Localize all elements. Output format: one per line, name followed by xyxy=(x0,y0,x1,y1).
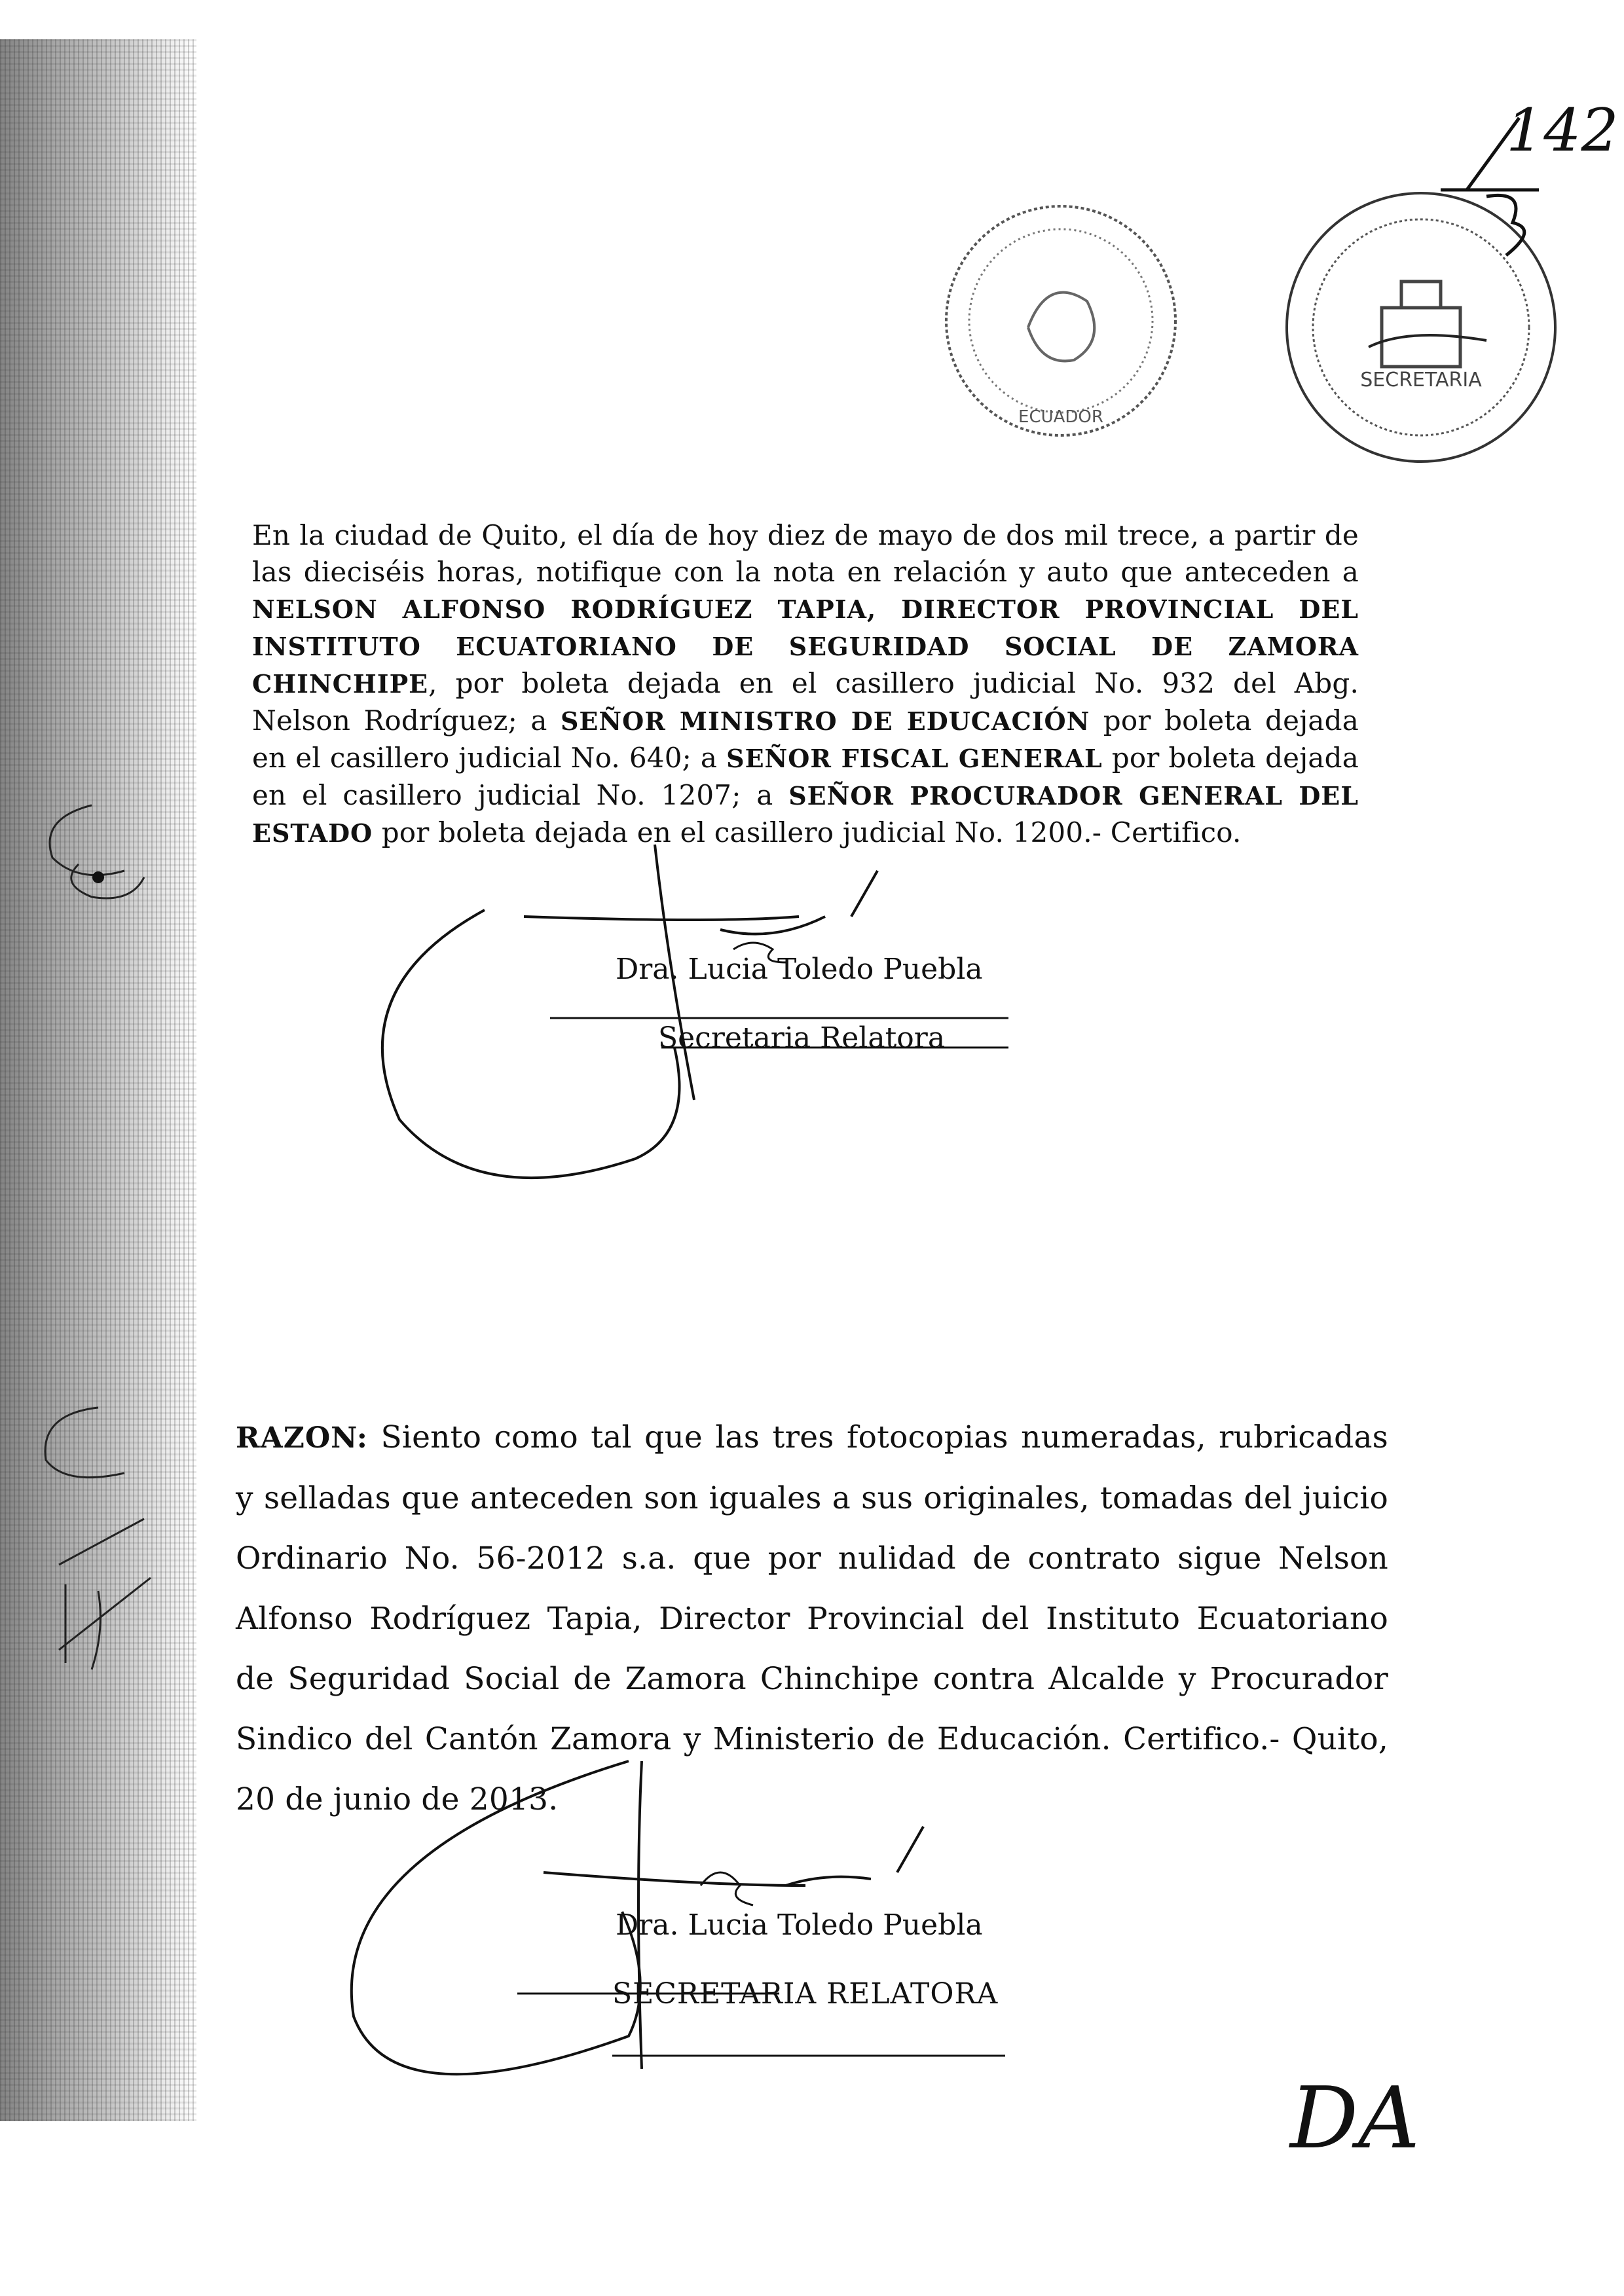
notification-text-3: por boleta dejada en el casillero judicial No. 640; a xyxy=(252,704,1359,774)
razon-label: RAZON: xyxy=(236,1421,369,1455)
notification-text-4: por boleta dejada en el casillero judicial No. 1207; a xyxy=(252,742,1359,811)
notification-recipient-1: NELSON ALFONSO RODRÍGUEZ TAPIA, DIRECTOR PROVINCIAL DEL INSTITUTO ECUATORIANO DE SEGURIDAD SOCIAL DE ZAMORA CHINCHIPE xyxy=(252,594,1359,699)
razon-paragraph xyxy=(236,1408,1388,1830)
notification-text-1: En la ciudad de Quito, el día de hoy diez de mayo de dos mil trece, a partir de las dieciséis horas, notifique con la nota en relación y auto que anteceden a xyxy=(252,519,1359,588)
signature1-name: Dra. Lucia Toledo Puebla xyxy=(616,953,983,986)
notification-recipient-2: SEÑOR MINISTRO DE EDUCACIÓN xyxy=(560,706,1090,736)
notification-recipient-3: SEÑOR FISCAL GENERAL xyxy=(726,744,1103,773)
binder-hole-marks xyxy=(0,0,262,2296)
signature2-title: SECRETARIA RELATORA xyxy=(612,1977,999,2011)
signature1-title: Secretaria Relatora xyxy=(658,1021,946,1055)
notification-paragraph xyxy=(252,517,1359,852)
seal-left-text: ECUADOR xyxy=(1018,407,1103,427)
folio-number-bottom: DA xyxy=(1290,2068,1420,2168)
notification-text-2: , por boleta dejada en el casillero judicial No. 932 del Abg. Nelson Rodríguez; a xyxy=(252,667,1359,737)
folio-number-top-text: 142 xyxy=(1506,96,1619,165)
official-seal-right xyxy=(1270,177,1572,478)
official-seal-left xyxy=(936,196,1185,445)
signature-mark-1 xyxy=(382,845,877,1178)
notification-text-5: por boleta dejada en el casillero judicial No. 1200.- Certifico. xyxy=(373,816,1242,848)
razon-text: Siento como tal que las tres fotocopias numeradas, rubricadas y selladas que anteceden son iguales a sus originales, tomadas del juicio Ordinario No. 56-2012 s.a. que por nulidad de contrato sigue Nelson Alfonso Rodríguez Tapia, Director Provincial del Instituto Ecuatoriano de Seguridad Social de Zamora Chinchipe contra Alcalde y Procurador Sindico del Cantón Zamora y Ministerio de Educación. Certifico.- Quito, 20 de junio de 2013. xyxy=(236,1419,1388,1817)
signature2-name: Dra. Lucia Toledo Puebla xyxy=(616,1908,983,1942)
notification-recipient-4: SEÑOR PROCURADOR GENERAL DEL ESTADO xyxy=(252,781,1359,848)
seal-right-text: SECRETARIA xyxy=(1360,369,1482,392)
